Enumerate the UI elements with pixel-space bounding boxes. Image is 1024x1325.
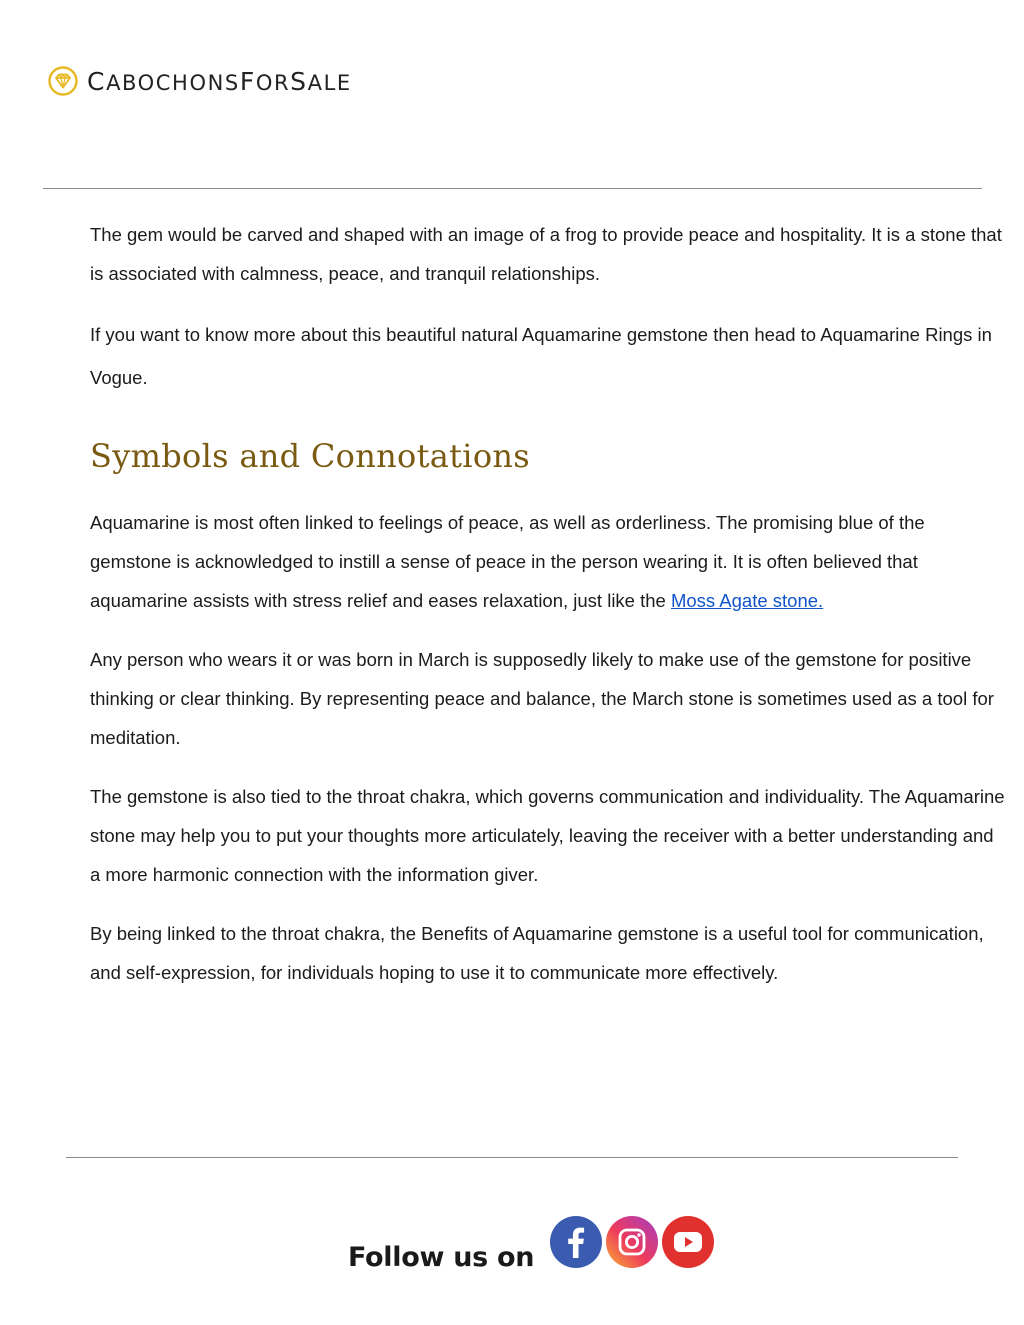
brand-name-part: OR (255, 70, 291, 95)
body-paragraph: The gemstone is also tied to the throat chakra, which governs communication and individuality. The Aquamarine stone may help you to put your thoughts more articulately, leaving the receiver with a better understanding and a more harmonic connection with the information giver. (90, 786, 1005, 885)
body-paragraph: By being linked to the throat chakra, the Benefits of Aquamarine gemstone is a useful tool for communication, and self-expression, for individuals hoping to use it to communicate more effectively. (90, 923, 984, 983)
header-divider (43, 188, 982, 189)
moss-agate-link[interactable]: Moss Agate stone. (670, 590, 824, 611)
brand-name-part: ALE (307, 70, 352, 95)
diamond-icon (48, 66, 78, 96)
footer-social (348, 1216, 718, 1273)
body-paragraph (90, 503, 1005, 620)
brand-name-part: S (290, 66, 308, 96)
instagram-icon (606, 1216, 658, 1268)
brand-logo[interactable] (48, 66, 352, 96)
facebook-button[interactable] (550, 1216, 602, 1268)
body-paragraph: Any person who wears it or was born in March is supposedly likely to make use of the gemstone for positive thinking or clear thinking. By representing peace and balance, the March stone is sometimes used as a tool for meditation. (90, 649, 994, 748)
instagram-button[interactable] (606, 1216, 658, 1268)
follow-us-label: Follow us on (348, 1242, 535, 1273)
facebook-icon (550, 1216, 602, 1268)
youtube-button[interactable] (662, 1216, 714, 1268)
youtube-icon (662, 1216, 714, 1268)
brand-name-part: C (87, 66, 107, 96)
section-heading: Symbols and Connotations (90, 437, 531, 475)
article-body (90, 215, 1005, 1012)
brand-name-part: ABOCHONS (106, 70, 240, 95)
footer-divider (66, 1157, 958, 1158)
intro-paragraph: If you want to know more about this beautiful natural Aquamarine gemstone then head to Aquamarine Rings in Vogue. (90, 324, 992, 388)
intro-paragraph: The gem would be carved and shaped with an image of a frog to provide peace and hospitality. It is a stone that is associated with calmness, peace, and tranquil relationships. (90, 224, 1002, 284)
paragraph-text: Aquamarine is most often linked to feelings of peace, as well as orderliness. The promising blue of the gemstone is acknowledged to instill a sense of peace in the person wearing it. It is often believed that aquamarine assists with stress relief and eases relaxation, just like the (90, 512, 925, 611)
brand-name (87, 66, 352, 96)
brand-name-part: F (239, 66, 256, 96)
